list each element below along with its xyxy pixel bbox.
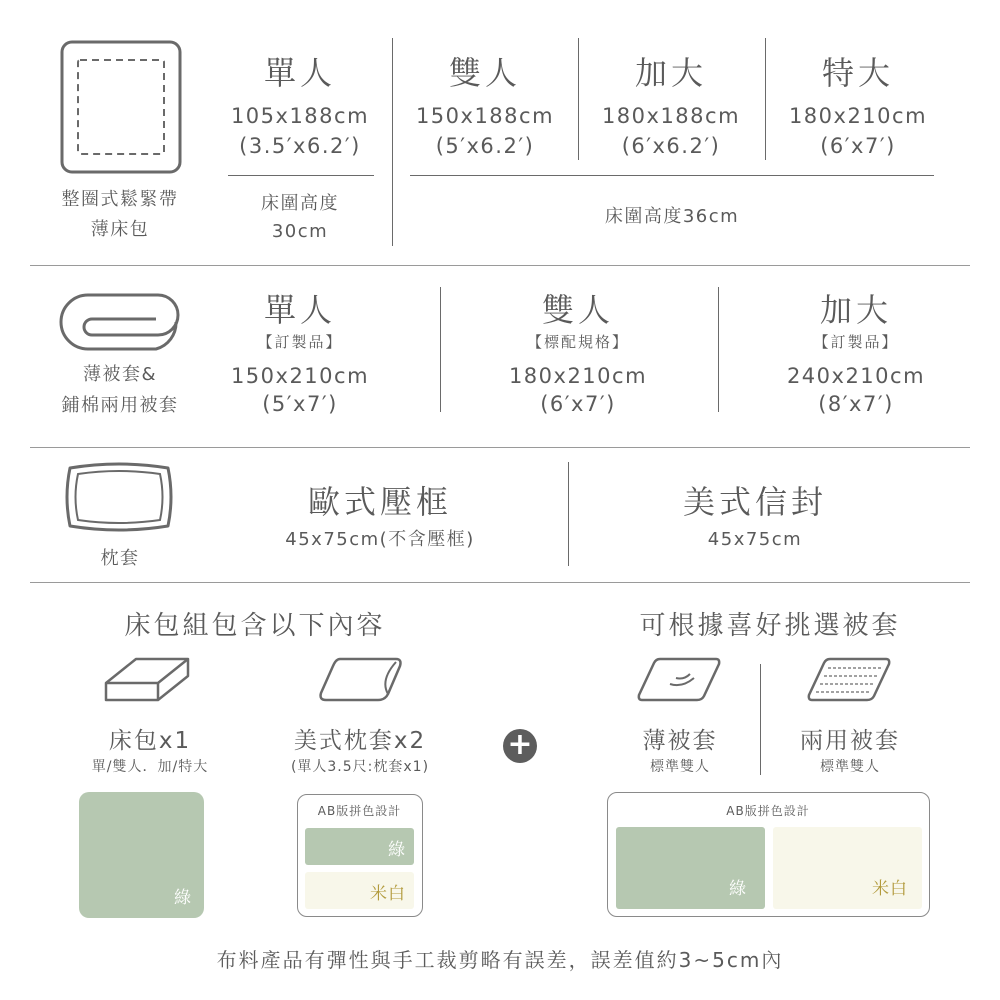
fitted-size-king-cm: 180x210cm [788, 104, 928, 128]
divider [718, 287, 719, 412]
divider [765, 38, 766, 160]
fitted-size-double-ft: (5′x6.2′) [435, 134, 535, 158]
sheet-color-swatch [79, 792, 204, 918]
fitted-size-queen-ft: (6′x6.2′) [621, 134, 721, 158]
fitted-size-single-name: 單人 [263, 54, 336, 92]
sheet-swatch-label: 綠 [174, 888, 192, 908]
duvet-size-single-cm: 150x210cm [230, 364, 370, 388]
duvet-choice-thin-name: 薄被套 [642, 728, 718, 754]
pillow-swatch-b [305, 872, 414, 909]
section-divider [30, 582, 970, 583]
pillow-ab-box [297, 794, 423, 917]
section-divider [30, 447, 970, 448]
duvet-size-double-cm: 180x210cm [508, 364, 648, 388]
quilted-duvet-icon [806, 656, 892, 702]
duvet-ab-label: AB版拼色設計 [726, 804, 810, 818]
pillow-swatch-a [305, 828, 414, 865]
divider [228, 175, 374, 176]
pillow-swatch-b-label: 米白 [370, 884, 406, 904]
divider [392, 38, 393, 246]
fitted-size-double-cm: 150x188cm [415, 104, 555, 128]
pillow-ab-label: AB版拼色設計 [317, 804, 402, 818]
fitted-sheet-label-line2: 薄床包 [90, 219, 150, 240]
pillow-american-name: 美式信封 [682, 483, 827, 521]
duvet-choice-title: 可根據喜好挑選被套 [639, 611, 901, 641]
duvet-size-single-ft: (5′x7′) [262, 392, 338, 416]
divider [568, 462, 569, 566]
pillow-swatch-a-label: 綠 [388, 840, 406, 860]
footer-note: 布料產品有彈性與手工裁剪略有誤差，誤差值約3~5cm內 [216, 948, 784, 972]
fitted-size-king-name: 特大 [821, 54, 894, 92]
duvet-swatch-b-label: 米白 [872, 879, 908, 899]
duvet-swatch-a [616, 827, 765, 909]
set-item-sheet-name: 床包x1 [108, 728, 192, 754]
duvet-size-queen-ft: (8′x7′) [818, 392, 894, 416]
fitted-size-queen-cm: 180x188cm [601, 104, 741, 128]
single-bed-height-title: 床圍高度 [261, 193, 339, 214]
duvet-ab-box [607, 792, 930, 917]
duvet-choice-thin-sub: 標準雙人 [650, 759, 710, 775]
fitted-size-double-name: 雙人 [448, 54, 521, 92]
single-bed-height-value: 30cm [271, 221, 329, 242]
fitted-sheet-icon [60, 40, 182, 174]
pillow-euro-name: 歐式壓框 [307, 483, 452, 521]
duvet-choice-quilted-name: 兩用被套 [800, 728, 900, 754]
duvet-label-line1: 薄被套& [82, 364, 158, 385]
set-contents-title: 床包組包含以下內容 [124, 611, 386, 641]
plus-icon [503, 729, 537, 763]
duvet-size-double-ft: (6′x7′) [540, 392, 616, 416]
fitted-size-single-cm: 105x188cm [230, 104, 370, 128]
duvet-size-single-name: 單人 [263, 291, 336, 329]
pillow-icon [62, 462, 176, 532]
duvet-size-double-tag: 【標配規格】 [526, 333, 629, 351]
folded-blanket-icon [58, 292, 182, 354]
divider [440, 287, 441, 412]
duvet-swatch-a-label: 綠 [729, 879, 747, 899]
fitted-size-queen-name: 加大 [634, 54, 707, 92]
other-bed-height: 床圍高度36cm [604, 206, 740, 227]
set-item-pillow-sub: (單人3.5尺:枕套x1) [290, 759, 430, 775]
plus-symbol: + [507, 727, 533, 762]
duvet-size-single-tag: 【訂製品】 [257, 333, 343, 351]
duvet-choice-quilted-sub: 標準雙人 [820, 759, 880, 775]
pillow-american-size: 45x75cm [707, 529, 803, 550]
set-item-sheet-sub: 單/雙人．加/特大 [91, 759, 209, 775]
divider [578, 38, 579, 160]
section-divider [30, 265, 970, 266]
duvet-size-double-name: 雙人 [541, 291, 614, 329]
pillow-3d-icon [318, 656, 402, 702]
fitted-sheet-label-line1: 整圈式鬆緊帶 [61, 189, 179, 210]
duvet-swatch-b [773, 827, 922, 909]
fitted-size-single-ft: (3.5′x6.2′) [239, 134, 361, 158]
duvet-label-line2: 鋪棉兩用被套 [61, 395, 179, 416]
fitted-sheet-box-icon [103, 656, 191, 702]
pillowcase-label: 枕套 [100, 548, 140, 569]
thin-duvet-icon [636, 656, 722, 702]
divider [410, 175, 934, 176]
duvet-size-queen-tag: 【訂製品】 [813, 333, 899, 351]
divider [760, 664, 761, 775]
duvet-size-queen-name: 加大 [819, 291, 892, 329]
pillow-euro-size: 45x75cm(不含壓框) [285, 529, 475, 550]
fitted-size-king-ft: (6′x7′) [820, 134, 896, 158]
set-item-pillow-name: 美式枕套x2 [293, 728, 427, 754]
duvet-size-queen-cm: 240x210cm [786, 364, 926, 388]
